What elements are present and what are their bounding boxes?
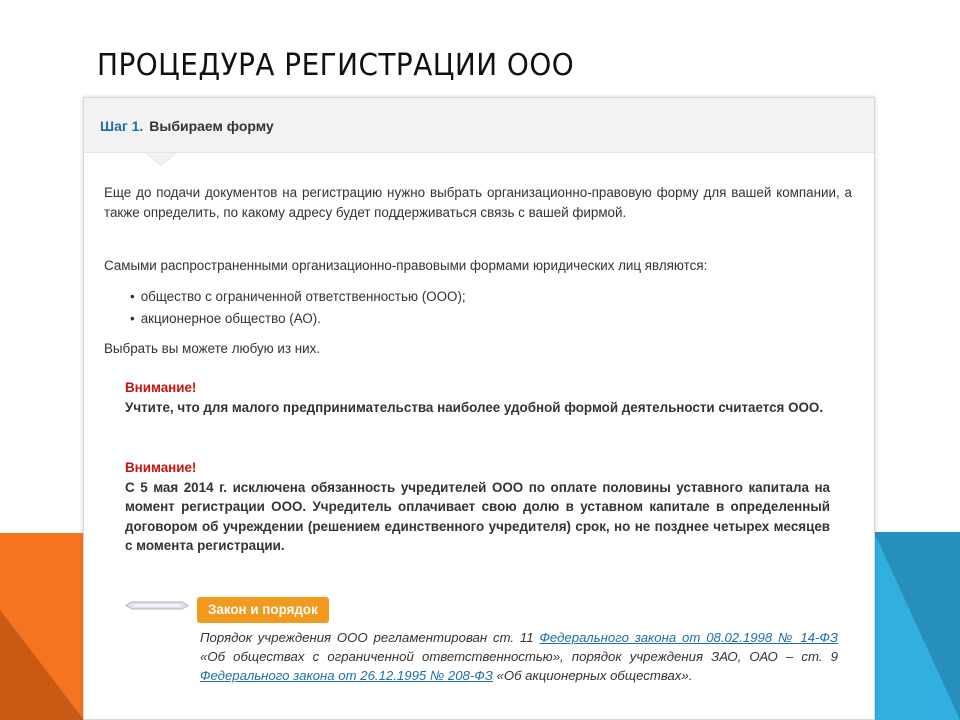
step-heading [100, 118, 274, 134]
law-text-2: «Об обществах с ограниченной ответственностью», порядок учреждения ЗАО, ОАО – ст. 9 [200, 649, 838, 664]
law-link-14fz[interactable]: Федерального закона от 08.02.1998 № 14-ФЗ [539, 630, 838, 645]
choose-paragraph: Выбрать вы можете любую из них. [104, 341, 321, 356]
warning-text: Учтите, что для малого предпринимательства наиболее удобной формой деятельности считается ООО. [125, 399, 824, 415]
list-item: • акционерное общество (АО). [130, 308, 466, 330]
step-title: Выбираем форму [149, 118, 274, 134]
decor-orange-shade [0, 610, 84, 720]
warning-text: С 5 мая 2014 г. исключена обязанность учредителей ООО по оплате половины уставного капитала на момент регистрации ООО. Учредитель оплачивает свою долю в уставном капитале в определенный договором об учреждении (решением единственного учредителя) срок, но не позднее четырех месяцев с момента регистрации. [125, 479, 830, 553]
decor-blue-shade [874, 532, 960, 720]
intro-paragraph: Еще до подачи документов на регистрацию нужно выбрать организационно-правовую форму для вашей компании, а также определить, по какому адресу будет поддерживаться связь с вашей фирмой. [104, 185, 852, 220]
law-paragraph [200, 628, 838, 685]
law-badge: Закон и порядок [197, 597, 329, 623]
header-notch [146, 153, 176, 165]
step-number: Шаг 1. [100, 118, 144, 134]
forms-intro: Самыми распространенными организационно-правовыми формами юридических лиц являются: [104, 258, 708, 273]
law-link-208fz[interactable]: Федерального закона от 26.12.1995 № 208-ФЗ [200, 668, 493, 683]
forms-list [130, 286, 466, 330]
warning-title: Внимание! [125, 380, 197, 395]
pencil-icon [124, 600, 190, 611]
law-text-1: Порядок учреждения ООО регламентирован ст. 11 [200, 630, 540, 645]
warning-title: Внимание! [125, 460, 197, 475]
warning-block [125, 378, 830, 417]
step-header [84, 98, 874, 153]
list-item: • общество с ограниченной ответственностью (ООО); [130, 286, 466, 308]
screenshot-panel [83, 97, 875, 720]
warning-block [125, 458, 830, 556]
slide-title: ПРОЦЕДУРА РЕГИСТРАЦИИ ООО [97, 48, 575, 83]
law-text-3: «Об акционерных обществах». [492, 668, 693, 683]
